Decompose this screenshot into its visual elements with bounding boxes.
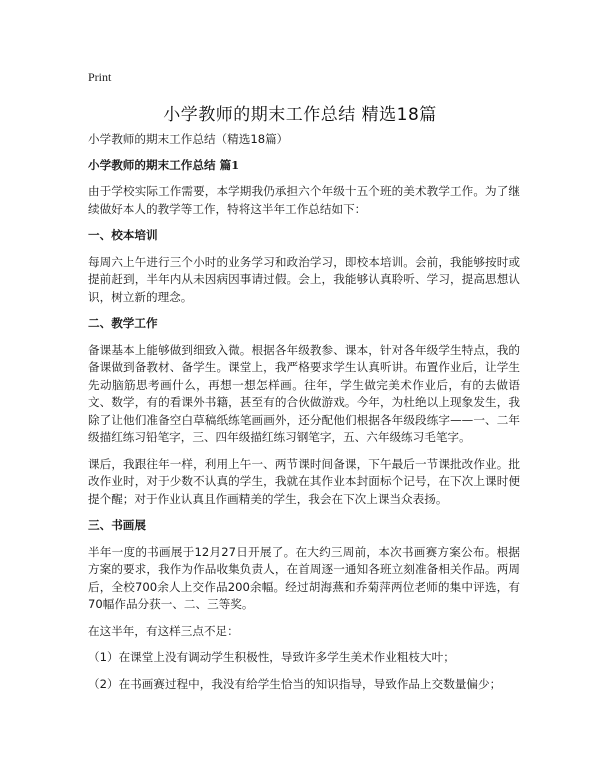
- section-paragraph: 备课基本上能够做到细致入微。根据各年级教参、课本，针对各年级学生特点，我的备课做到备教材、备学生。课堂上，我严格要求学生认真听讲。布置作业后，让学生先动脑筋思考画什么，再想一想怎样画。往年，学生做完美术作业后，有的去做语文、数学，有的看课外书籍，甚至有的合伙做游戏。今年，为杜绝以上现象发生，我除了让他们准备空白草稿纸练笔画画外，还分配他们根据各年级段练字——一、二年级描红练习铅笔字，三、四年级描红练习钢笔字，五、六年级练习毛笔字。: [88, 342, 520, 444]
- print-label: Print: [88, 70, 112, 84]
- section-heading: 三、书画展: [88, 518, 146, 532]
- intro-paragraph: 由于学校实际工作需要，本学期我仍承担六个年级十五个班的美术教学工作。为了继续做好本人的教学等工作，特将这半年工作总结如下：: [88, 184, 520, 216]
- list-item: （1）在课堂上没有调动学生积极性，导致许多学生美术作业粗枝大叶；: [88, 650, 455, 664]
- article-heading: 小学教师的期末工作总结 篇1: [88, 157, 240, 172]
- section-paragraph: 课后，我跟往年一样，利用上午一、两节课时间备课，下午最后一节课批改作业。批改作业时，对于少数不认真的学生，我就在其作业本封面标个记号，在下次上课时便提个醒；对于作业认真且作画精美的学生，我会在下次上课当众表扬。: [88, 456, 520, 506]
- document-body: [88, 131, 520, 693]
- section-paragraph: 在这半年，有这样三点不足：: [88, 623, 239, 638]
- section-heading: 二、教学工作: [88, 316, 158, 330]
- section-paragraph: 每周六上午进行三个小时的业务学习和政治学习，即校本培训。会前，我能够按时或提前赶到，半年内从未因病因事请过假。会上，我能够认真聆听、学习，提高思想认识，树立新的理念。: [88, 254, 520, 304]
- section-heading: 一、校本培训: [88, 228, 158, 242]
- section-paragraph: 半年一度的书画展于12月27日开展了。在大约三周前，本次书画赛方案公布。根据方案的要求，我作为作品收集负责人，在首周逐一通知各班立刻准备相关作品。两周后，全校700余人上交作品200余幅。经过胡海燕和乔菊萍两位老师的集中评选，有70幅作品分获一、二、三等奖。: [88, 544, 520, 611]
- list-item: （2）在书画赛过程中，我没有给学生恰当的知识指导，导致作品上交数量偏少；: [88, 676, 502, 691]
- document-subtitle: 小学教师的期末工作总结（精选18篇）: [88, 132, 289, 146]
- document-title: 小学教师的期末工作总结 精选18篇: [163, 105, 437, 125]
